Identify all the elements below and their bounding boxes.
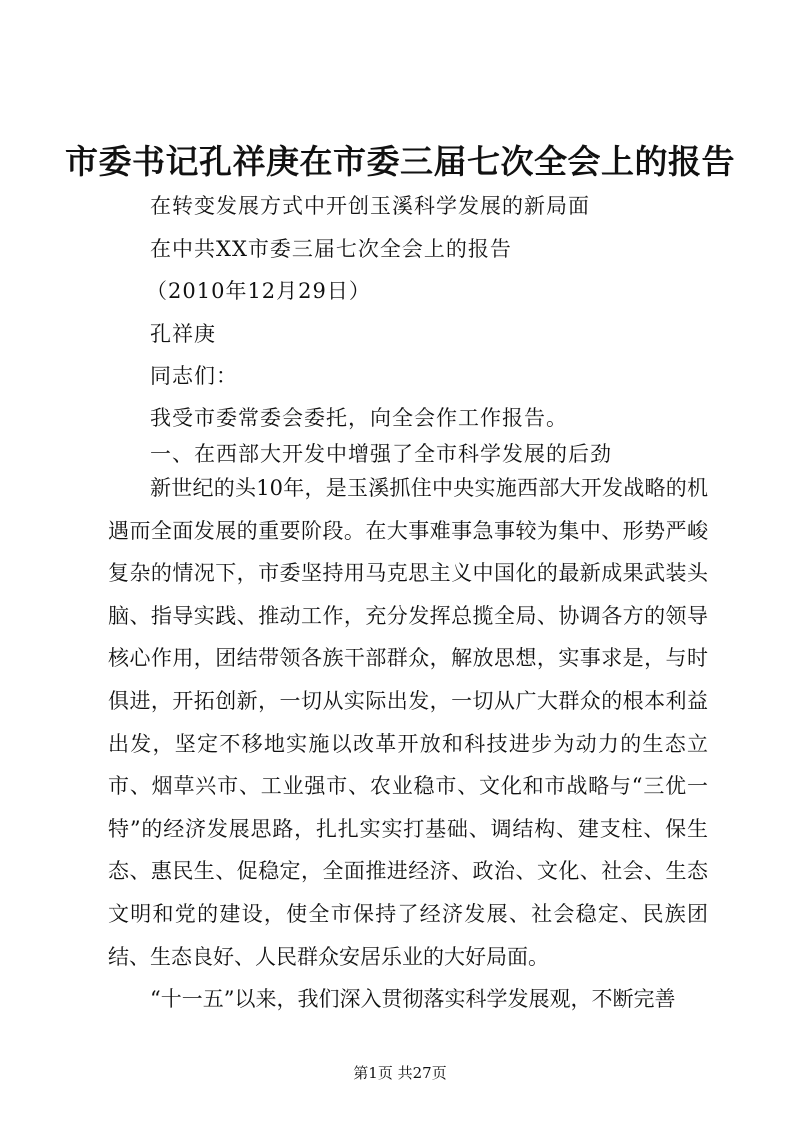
author-name: 孔祥庚: [150, 322, 216, 346]
document-title: 市委书记孔祥庚在市委三届七次全会上的报告: [65, 142, 735, 181]
subtitle: 在转变发展方式中开创玉溪科学发展的新局面: [150, 194, 590, 218]
report-date: （2010年12月29日）: [146, 279, 371, 303]
section-heading: 一、在西部大开发中增强了全市科学发展的后劲: [150, 442, 612, 466]
subtitle-secondary: 在中共XX市委三届七次全会上的报告: [150, 237, 512, 261]
page-number-footer: 第1页 共27页: [353, 1064, 447, 1082]
body-paragraph-2: “十一五”以来，我们深入贯彻落实科学发展观，不断完善: [150, 987, 676, 1011]
intro-sentence: 我受市委常委会委托，向全会作工作报告。: [150, 406, 568, 430]
salutation: 同志们：: [150, 364, 238, 388]
body-paragraph-1: 新世纪的头10年，是玉溪抓住中央实施西部大开发战略的机遇而全面发展的重要阶段。在大事难事急事较为集中、形势严峻复杂的情况下，市委坚持用马克思主义中国化的最新成果武装头脑、指导实践、推动工作，充分发挥总揽全局、协调各方的领导核心作用，团结带领各族干部群众，解放思想，实事求是，与时俱进，开拓创新，一切从实际出发，一切从广大群众的根本利益出发，坚定不移地实施以改革开放和科技进步为动力的生态立市、烟草兴市、工业强市、农业稳市、文化和市战略与“三优一特”的经济发展思路，扎扎实实打基础、调结构、建支柱、保生态、惠民生、促稳定，全面推进经济、政治、文化、社会、生态文明和党的建设，使全市保持了经济发展、社会稳定、民族团结、生态良好、人民群众安居乐业的大好局面。: [108, 476, 708, 969]
